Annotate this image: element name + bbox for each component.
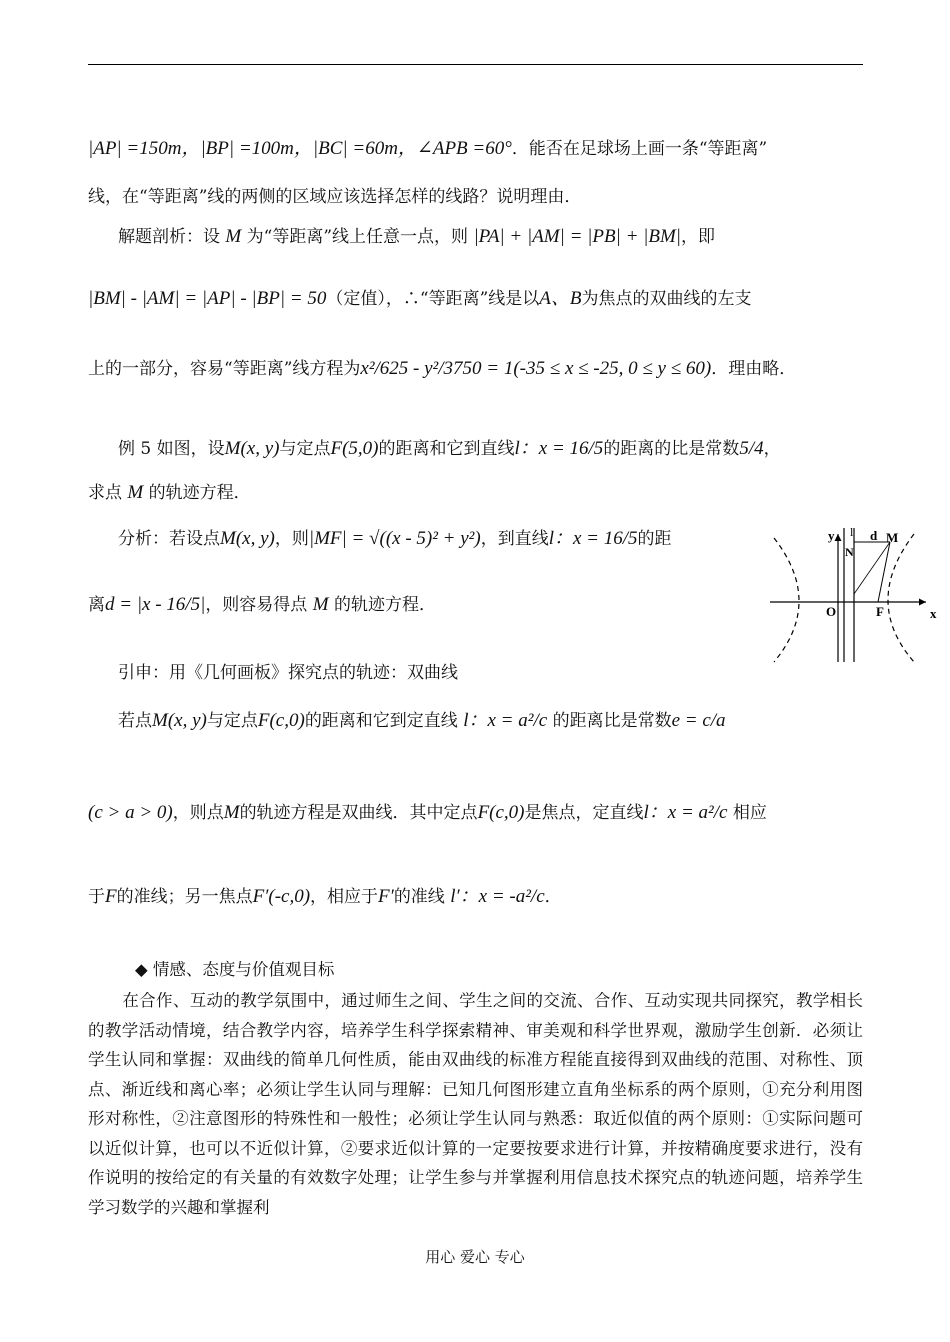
text-run: 离 bbox=[88, 595, 105, 615]
text-run: 的距离比是常数 bbox=[552, 711, 672, 731]
math-inline: M(x, y) bbox=[152, 710, 207, 731]
label-y: y bbox=[828, 528, 835, 543]
text-run: 若点 bbox=[118, 711, 152, 731]
label-N: N bbox=[845, 545, 854, 559]
math-inline: F bbox=[105, 886, 117, 907]
text-run: ，则容易得点 bbox=[205, 595, 308, 615]
left-branch bbox=[774, 538, 799, 662]
page-footer: 用心 爱心 专心 bbox=[425, 1248, 525, 1266]
label-F: F bbox=[876, 604, 884, 619]
math-inline: |MF| = √((x - 5)² + y²) bbox=[308, 528, 481, 549]
text-run: 与定点 bbox=[279, 439, 331, 459]
math-inline: M bbox=[312, 594, 329, 615]
math-inline: M bbox=[225, 226, 242, 247]
math-inline: F′ bbox=[378, 886, 394, 907]
text-run: ，即 bbox=[681, 227, 716, 247]
text-line-7 bbox=[88, 480, 863, 506]
math-inline: l′：x = -a²/c bbox=[450, 886, 545, 907]
math-inline: l：x = 16/5 bbox=[514, 438, 604, 459]
text-run: 的轨迹方程． bbox=[333, 595, 436, 615]
text-run: 的轨迹方程． bbox=[148, 483, 251, 503]
text-run: 为焦点的双曲线的左支 bbox=[581, 289, 752, 309]
math-inline: M bbox=[223, 802, 240, 823]
text-run: 解题剖析：设 bbox=[118, 227, 220, 247]
text-run: 的轨迹方程是双曲线．其中定点 bbox=[239, 803, 478, 823]
text-run: 于 bbox=[88, 887, 105, 907]
math-inline: e = c/a bbox=[671, 710, 726, 731]
text-line-2: 线，在“等距离”线的两侧的区域应该选择怎样的线路？说明理由． bbox=[88, 187, 582, 207]
label-d: d bbox=[870, 528, 878, 543]
text-run: 的距离的比是常数 bbox=[603, 439, 740, 459]
text-run: 与定点 bbox=[206, 711, 258, 731]
section-heading: ◆ 情感、态度与价值观目标 bbox=[135, 960, 335, 979]
label-M: M bbox=[886, 530, 899, 545]
text-run: ，相应于 bbox=[310, 887, 379, 907]
text-run: ．能否在足球场上画一条“等距离” bbox=[511, 139, 768, 159]
math-inline: F′(-c,0) bbox=[252, 886, 311, 907]
math-inline: l：x = a²/c bbox=[643, 802, 728, 823]
text-run: 求点 bbox=[88, 483, 122, 503]
text-run: 的距离和它到直线 bbox=[378, 439, 515, 459]
hyperbola-figure bbox=[766, 524, 946, 666]
text-run: 为“等距离”线上任意一点，则 bbox=[246, 227, 469, 247]
math-inline: |BM| - |AM| = |AP| - |BP| = 50 bbox=[88, 288, 327, 309]
math-inline: |AP| =150m，|BP| =100m，|BC| =60m，∠APB =60° bbox=[88, 138, 512, 159]
text-run: ，到直线 bbox=[480, 529, 549, 549]
text-run: 的距 bbox=[637, 529, 672, 549]
math-inline: d = |x - 16/5| bbox=[105, 594, 206, 615]
text-run: ．理由略． bbox=[711, 359, 797, 379]
math-inline: (c > a > 0) bbox=[88, 802, 173, 823]
text-run: 分析：若设点 bbox=[118, 529, 220, 549]
text-line-12 bbox=[88, 800, 863, 826]
label-l: l bbox=[850, 525, 854, 539]
math-inline: M(x, y) bbox=[220, 528, 275, 549]
text-run: 相应 bbox=[732, 803, 767, 823]
text-run: 的准线；另一焦点 bbox=[116, 887, 253, 907]
math-inline: M(x, y) bbox=[224, 438, 280, 459]
equation-hyperbola: x²/625 - y²/3750 = 1(-35 ≤ x ≤ -25, 0 ≤ y ≤ 60) bbox=[360, 358, 712, 379]
text-run: ， bbox=[763, 439, 781, 459]
math-inline: l：x = a²/c bbox=[463, 710, 548, 731]
math-inline: |PA| + |AM| = |PB| + |BM| bbox=[473, 226, 682, 247]
text-run: ． bbox=[544, 887, 562, 907]
text-run: 的距离和它到定直线 bbox=[304, 711, 458, 731]
text-line-9 bbox=[88, 592, 728, 618]
math-inline: A、B bbox=[539, 288, 582, 309]
text-line-6 bbox=[118, 436, 863, 462]
text-run: 的准线 bbox=[393, 887, 445, 907]
text-line-5 bbox=[88, 356, 863, 382]
math-inline: 5/4 bbox=[739, 438, 764, 459]
label-x: x bbox=[930, 606, 937, 621]
right-branch bbox=[888, 534, 914, 662]
text-run: ，则点 bbox=[172, 803, 224, 823]
text-run: 是焦点，定直线 bbox=[524, 803, 644, 823]
math-inline: F(5,0) bbox=[330, 438, 379, 459]
text-run: ，则 bbox=[274, 529, 309, 549]
text-line-10: 引申：用《几何画板》探究点的轨迹：双曲线 bbox=[118, 663, 458, 683]
math-inline: F(c,0) bbox=[477, 802, 525, 823]
text-run: 上的一部分，容易“等距离”线方程为 bbox=[88, 359, 361, 379]
math-inline: l：x = 16/5 bbox=[548, 528, 638, 549]
math-inline: M bbox=[127, 482, 144, 503]
text-line-3 bbox=[118, 224, 863, 250]
body-paragraph bbox=[88, 986, 863, 1222]
text-line-11 bbox=[118, 708, 863, 734]
example-label: 例 5 如图，设 bbox=[118, 439, 225, 459]
text-line-13 bbox=[88, 884, 863, 910]
text-line-4 bbox=[88, 286, 863, 312]
text-line-8 bbox=[118, 526, 758, 552]
label-O: O bbox=[826, 604, 837, 619]
math-inline: F(c,0) bbox=[257, 710, 305, 731]
text-run: （定值），∴“等距离”线是以 bbox=[326, 289, 540, 309]
text-line-1 bbox=[88, 136, 863, 162]
header-rule bbox=[88, 64, 863, 65]
paragraph-text: 在合作、互动的教学氛围中，通过师生之间、学生之间的交流、合作、互动实现共同探究，教学相长的教学活动情境，结合教学内容，培养学生科学探索精神、审美观和科学世界观，激励学生创新．必须让学生认同和掌握：双曲线的简单几何性质，能由双曲线的标准方程能直接得到双曲线的范围、对称性、顶点、渐近线和离心率；必须让学生认同与理解：已知几何图形建立直角坐标系的两个原则，①充分利用图形对称性，②注意图形的特殊性和一般性；必须让学生认同与熟悉：取近似值的两个原则：①实际问题可以近似计算，也可以不近似计算，②要求近似计算的一定要按要求进行计算，并按精确度要求进行，没有作说明的按给定的有关量的有效数字处理；让学生参与并掌握利用信息技术探究点的轨迹问题，培养学生学习数学的兴趣和掌握利 bbox=[88, 991, 863, 1217]
